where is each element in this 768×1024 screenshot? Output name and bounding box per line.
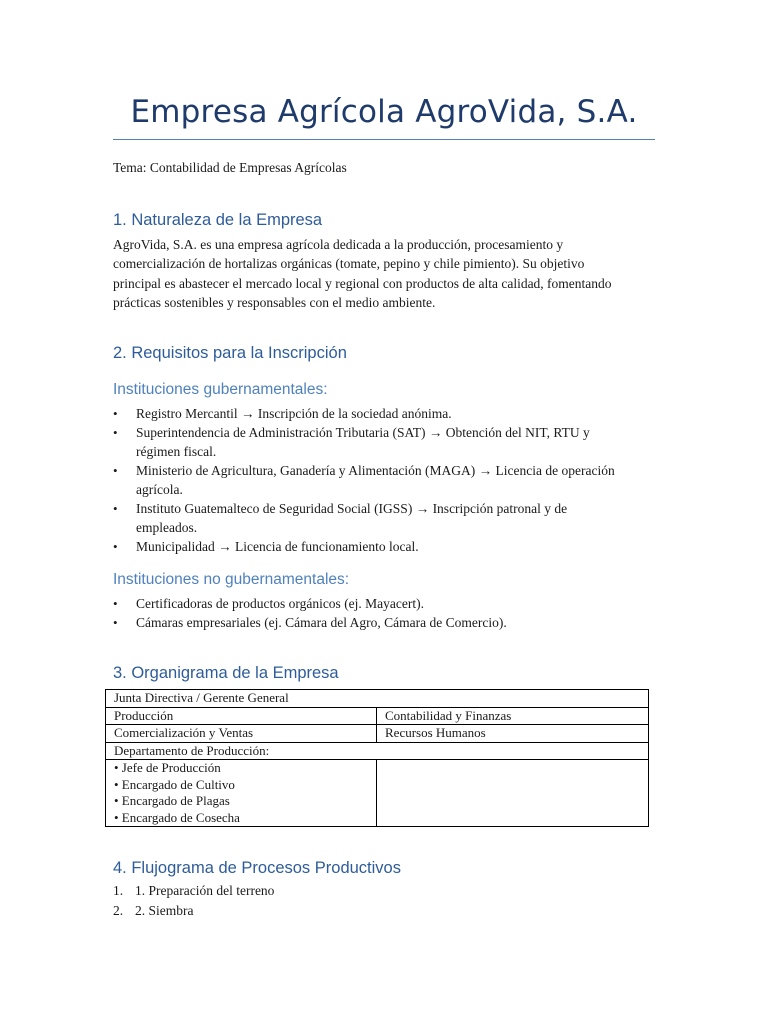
list-item: [113, 901, 274, 921]
list-item: [113, 881, 274, 901]
list-item: • Registro Mercantil → Inscripción de la sociedad anónima.: [113, 406, 452, 421]
bullet-icon: •: [113, 463, 118, 478]
table-cell: Comercialización y Ventas: [106, 725, 377, 743]
topic-line: Tema: Contabilidad de Empresas Agrícolas: [113, 160, 347, 175]
table-cell: Junta Directiva / Gerente General: [106, 690, 649, 708]
table-row: [106, 707, 649, 725]
table-row: [106, 760, 649, 827]
nongov-institutions-list: [113, 594, 633, 632]
bullet-icon: •: [113, 596, 118, 611]
list-item: • Cámaras empresariales (ej. Cámara del Agro, Cámara de Comercio).: [113, 615, 507, 630]
paragraph-line: AgroVida, S.A. es una empresa agrícola dedicada a la producción, procesamiento y: [113, 237, 564, 252]
section-1-paragraph: [113, 235, 658, 312]
list-item: • Municipalidad → Licencia de funcionamiento local.: [113, 539, 419, 554]
list-item: • Ministerio de Agricultura, Ganadería y Alimentación (MAGA) → Licencia de operación agrícola.: [113, 463, 615, 497]
process-flow-list: [113, 881, 274, 921]
table-cell: Recursos Humanos: [377, 725, 649, 743]
gov-institutions-heading: Instituciones gubernamentales:: [113, 381, 328, 398]
position-item: • Encargado de Cultivo: [114, 776, 235, 792]
list-number: 1.: [113, 883, 124, 898]
section-4-heading: 4. Flujograma de Procesos Productivos: [113, 859, 401, 877]
table-row: [106, 742, 649, 760]
document-title: Empresa Agrícola AgroVida, S.A.: [130, 94, 638, 130]
nongov-institutions-heading: Instituciones no gubernamentales:: [113, 571, 350, 588]
table-cell: [106, 760, 377, 827]
section-1-heading: 1. Naturaleza de la Empresa: [113, 211, 323, 229]
table-row: [106, 690, 649, 708]
section-3-heading: 3. Organigrama de la Empresa: [113, 664, 339, 682]
table-cell: Contabilidad y Finanzas: [377, 707, 649, 725]
table-cell: Departamento de Producción:: [106, 742, 649, 760]
position-item: • Encargado de Cosecha: [114, 809, 240, 825]
table-cell: Producción: [106, 707, 377, 725]
bullet-icon: •: [113, 501, 118, 516]
bullet-icon: •: [113, 425, 118, 440]
bullet-icon: •: [113, 615, 118, 630]
list-number: 2.: [113, 903, 124, 918]
list-item-text: 2. Siembra: [135, 903, 194, 918]
table-row: [106, 725, 649, 743]
paragraph-line: comercialización de hortalizas orgánicas (tomate, pepino y chile pimiento). Su objetivo: [113, 256, 585, 272]
bullet-icon: •: [113, 539, 118, 554]
position-item: • Encargado de Plagas: [114, 793, 230, 808]
section-2-heading: 2. Requisitos para la Inscripción: [113, 344, 347, 362]
paragraph-line: prácticas sostenibles y responsables con el medio ambiente.: [113, 294, 436, 310]
title-underline: [113, 139, 655, 140]
table-cell-empty: [377, 760, 649, 827]
position-item: • Jefe de Producción: [114, 760, 221, 775]
list-item: • Instituto Guatemalteco de Seguridad Social (IGSS) → Inscripción patronal y de empleados.: [113, 501, 568, 535]
bullet-icon: •: [113, 406, 118, 421]
paragraph-line: principal es abastecer el mercado local y regional con productos de alta calidad, fomentando: [113, 275, 612, 291]
gov-institutions-list: [113, 404, 633, 556]
list-item: • Superintendencia de Administración Tributaria (SAT) → Obtención del NIT, RTU y régimen fiscal.: [113, 425, 590, 459]
list-item-text: 1. Preparación del terreno: [135, 883, 275, 898]
list-item: • Certificadoras de productos orgánicos (ej. Mayacert).: [113, 596, 425, 611]
org-chart-table: [105, 689, 649, 827]
